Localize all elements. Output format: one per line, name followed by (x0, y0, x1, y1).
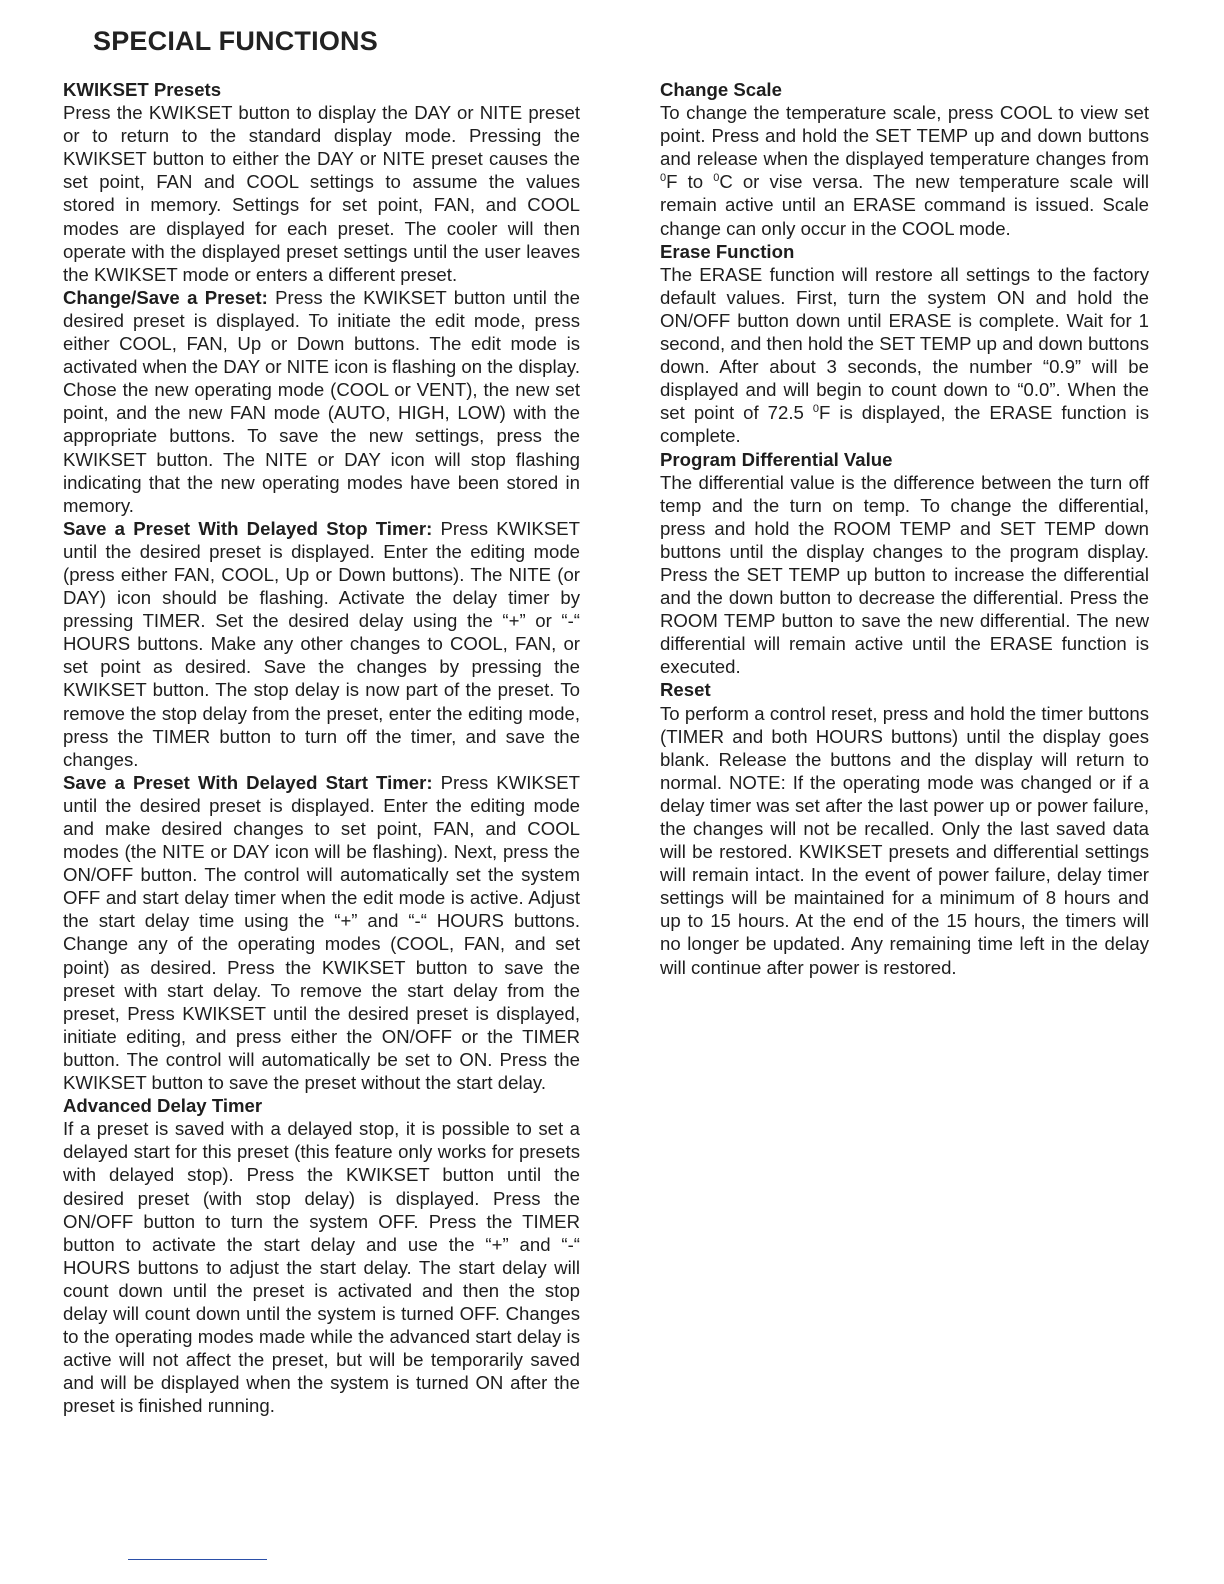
differential-heading: Program Differential Value (660, 448, 893, 470)
degree-superscript: 0 (713, 172, 720, 185)
erase-text-2: F is displayed, the ERASE function is complete. (660, 402, 1149, 447)
page-title: SPECIAL FUNCTIONS (93, 26, 378, 56)
change-save-body: Press the KWIKSET button until the desired preset is displayed. To initiate the edit mode, press either COOL, FAN, Up or Down buttons. The edit mode is activated when the DAY or NITE icon is flashing on the display. Chose the new operating mode (COOL or VENT), the new set point, and the new FAN mode (AUTO, HIGH, LOW) with the appropriate buttons. To save the new settings, press the KWIKSET button. The NITE or DAY icon will stop flashing indicating that the new operating modes have been stored in memory. (63, 286, 580, 516)
change-scale-text-2: C or vise versa. The new temperature scale will remain active until an ERASE command is issued. Scale change can only occur in the COOL mode. (660, 171, 1150, 239)
left-column (63, 78, 580, 1417)
erase-body (660, 263, 1149, 448)
erase-text-1: The ERASE function will restore all settings to the factory default values. First, turn the system ON and hold the ON/OFF button down until ERASE is complete. Wait for 1 second, and then hold the SET TEMP up and down buttons down. After about 3 seconds, the number “0.9” will be displayed and will begin to count down to “0.0”. When the set point of 72.5 (660, 263, 1149, 424)
change-save-heading: Change/Save a Preset: (63, 286, 268, 308)
delayed-stop-body: Press KWIKSET until the desired preset is displayed. Enter the editing mode (press either FAN, COOL, Up or Down buttons). The NITE (or DAY) icon should be flashing. Activate the delay timer by pressing TIMER. Set the desired delay using the “+” or “-“ HOURS buttons. Make any other changes to COOL, FAN, or set point as desired. Save the changes by pressing the KWIKSET button. The stop delay is now part of the preset. To remove the stop delay from the preset, enter the editing mode, press the TIMER button to turn off the timer, and save the changes. (63, 517, 580, 770)
delayed-start-body: Press KWIKSET until the desired preset is displayed. Enter the editing mode and make desired changes to set point, FAN, and COOL modes (the NITE or DAY icon will be flashing). Next, press the ON/OFF button. The control will automatically set the system OFF and start delay timer when the edit mode is active. Adjust the start delay time using the “+” and “-“ HOURS buttons. Change any of the operating modes (COOL, FAN, and set point) as desired. Press the KWIKSET button to save the preset with start delay. To remove the start delay from the preset, Press KWIKSET until the desired preset is displayed, initiate editing, and press either the ON/OFF or the TIMER button. The control will automatically be set to ON. Press the KWIKSET button to save the preset without the start delay. (63, 771, 580, 1094)
erase-heading: Erase Function (660, 240, 795, 262)
reset-body: To perform a control reset, press and hold the timer buttons (TIMER and both HOURS buttons) until the display goes blank. Release the buttons and the display will return to normal. NOTE: If the operating mode was changed or if a delay timer was set after the last power up or power failure, the changes will not be recalled. Only the last saved data will be restored. KWIKSET presets and differential settings will remain intact. In the event of power failure, delay timer settings will be maintained for a minimum of 8 hours and up to 15 hours. At the end of the 15 hours, the timers will no longer be updated. Any remaining time left in the delay will continue after power is restored. (660, 702, 1149, 978)
change-scale-unit-f: F to (666, 171, 714, 193)
footer-rule (128, 1559, 267, 1560)
degree-superscript: 0 (812, 403, 819, 416)
advanced-delay-body: If a preset is saved with a delayed stop, it is possible to set a delayed start for this preset (this feature only works for presets with delayed stop). Press the KWIKSET button until the desired preset (with stop delay) is displayed. Press the ON/OFF button to turn the system OFF. Press the TIMER button to activate the start delay and use the “+” and “-“ HOURS buttons to adjust the start delay. The start delay will count down until the preset is activated and then the stop delay will count down until the system is turned OFF. Changes to the operating modes made while the advanced start delay is active will not affect the preset, but will be temporarily saved and will be displayed when the system is turned ON after the preset is finished running. (63, 1118, 580, 1417)
kwikset-presets-body: Press the KWIKSET button to display the DAY or NITE preset or to return to the standard display mode. Pressing the KWIKSET button to either the DAY or NITE preset causes the set point, FAN and COOL settings to assume the values stored in memory. Settings for set point, FAN, and COOL modes are displayed for each preset. The cooler will then operate with the displayed preset settings until the user leaves the KWIKSET mode or enters a different preset. (63, 102, 580, 285)
delayed-start-section (63, 771, 580, 1094)
delayed-start-heading: Save a Preset With Delayed Start Timer: (63, 771, 433, 793)
change-scale-heading: Change Scale (660, 79, 782, 100)
kwikset-presets-heading: KWIKSET Presets (63, 79, 222, 100)
delayed-stop-heading: Save a Preset With Delayed Stop Timer: (63, 517, 433, 539)
delayed-stop-section (63, 517, 580, 771)
differential-body: The differential value is the difference between the turn off temp and the turn on temp. To change the differential, press and hold the ROOM TEMP and SET TEMP down buttons until the display changes to the program display. Press the SET TEMP up button to increase the differential and the down button to decrease the differential. Press the ROOM TEMP button to save the new differential. The new differential will remain active until the ERASE function is executed. (660, 471, 1149, 678)
change-scale-text-1: To change the temperature scale, press COOL to view set point. Press and hold the SET TEMP up and down buttons and release when the displayed temperature changes from (660, 102, 1149, 170)
change-save-section (63, 286, 580, 517)
change-scale-body (660, 101, 1149, 240)
reset-heading: Reset (660, 679, 711, 701)
advanced-delay-heading: Advanced Delay Timer (63, 1095, 263, 1117)
degree-superscript: 0 (660, 172, 667, 185)
right-column (660, 78, 1149, 979)
